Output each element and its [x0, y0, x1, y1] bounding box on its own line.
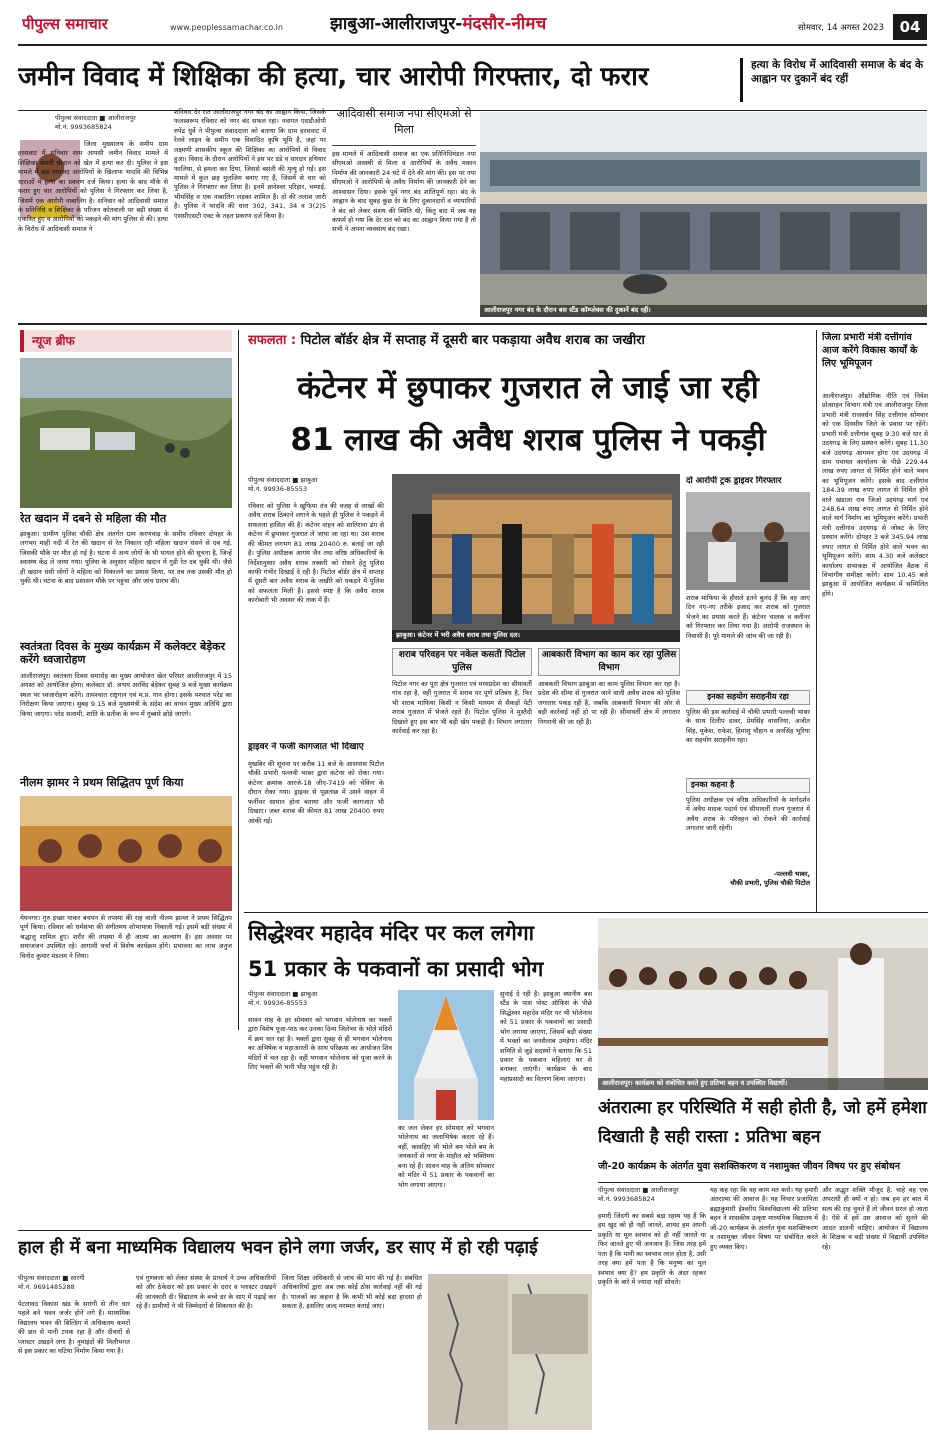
liquor-byline — [248, 476, 384, 500]
school-phone: मो.नं. 9691485288 — [18, 1283, 75, 1292]
bandh-caption: आलीराजपुर नगर बंद के दौरान बस स्टैंड कॉम्प्लेक्स की दुकानें बंद रहीं। — [480, 305, 927, 317]
liquor-column-1: रविवार को पुलिस ने खुफिया तंत्र की वजह से लाखों की अवैध शराब ठिकाने लगाने के पहले ही पुलिस ने पकड़ने में सफलता हासिल की है। कंटेनर वाहन को शातिराना ढंग से कंटेनर में छुपाकर गुजरात ले जाया जा रहा था। उस शराब की कीमत लगभग 81 लाख 20400 रु. बताई जा रही है। पुलिस अधीक्षक आगम जैन तथा वरिष्ठ अधिकारियों के निर्देशानुसार अवैध शराब तस्करी को रोकने हेतु पुलिस काफी गंभीर दिखाई दे रही है। पिटोल बॉर्डर क्षेत्र में सप्ताह में दूसरी बार अवैध शराब के जखीरे को पकड़ने में पुलिस को सफलता मिली है। इससे स्पष्ट है कि अवैध शराब कारोबारी भी अवसर की ताक में हैं। — [248, 502, 384, 605]
liquor-headline-1: कंटेनर में छुपाकर गुजरात ले जाई जा रही — [297, 370, 759, 406]
classroom-photo — [598, 918, 928, 1090]
school-column-1: पेटलावद विकास खंड के सारंगी से तीन चार पहले बने भवन जर्जर होने लगे हैं। माध्यमिक विद्यालय भवन की बिल्डिंग में अधिकतम कमरों की छत से पानी टपक रहा है और दीवारों से प्लास्टर उखड़ने लगा है। नुमाइंदों की मिलीभगत से इस प्रकार का घटिया निर्माण किया गया है। — [18, 1300, 130, 1356]
box-1-text: पिटोल नगर का पूरा क्षेत्र गुजरात एवं मध्यप्रदेश का सीमावर्ती गांव रहा है, वहीं गुजरात में शराब पर पूर्ण प्रतिबंध है, फिर भी शराब माफिया किसी न किसी माध्यम से सैकड़ों पेटी शराब गुजरात में भेजते रहते हैं। पिटोल पुलिस ने मुस्तैदी दिखाते हुए इस बार भी बड़ी खेप पकड़ी है। विभाग लगातार कार्रवाई कर रहा है। — [392, 680, 532, 736]
antaratma-column-2: यह कह रहा कि वह काम मत करो। यह हमारी अंतरात्मा की आवाज है। यह विचार प्रजापिता ब्रह्माकुमारी ईश्वरीय विश्वविद्यालय की प्रतिभा बहन ने शासकीय उत्कृष्ट माध्यमिक विद्यालय में जी-20 कार्यक्रम के अंतर्गत युवा सशक्तिकरण व नशामुक्त जीवन विषय पर संबोधित करते हुए व्यक्त किए। — [710, 1186, 818, 1251]
lead-box-head: आदिवासी समाज नपा सीएमओ से मिला — [332, 106, 476, 146]
lead-byline — [55, 114, 165, 138]
news-brief-label: न्यूज ब्रीफ — [20, 330, 232, 352]
liquor-phone: मो.नं. 99936-85553 — [248, 485, 308, 494]
liquor-byline-text: पीपुल्स संवाददाता ■ झाबुआ — [248, 476, 318, 484]
minister-headline: जिला प्रभारी मंत्री दत्तीगांव आज करेंगे विकास कार्यों के लिए भूमिपूजन — [822, 332, 918, 369]
masthead-logo: पीपुल्स समाचार — [22, 15, 108, 33]
antaratma-byline-text: पीपुल्स संवाददाता ■ आलीराजपुर — [598, 1186, 679, 1194]
section-name-red: मंदसौर-नीमच — [462, 14, 547, 34]
antaratma-rule — [598, 1182, 928, 1183]
praise-text: पुलिस की इस कार्रवाई में चौकी प्रभारी पल्लवी भाबर के साथ दिलीप डावर, प्रेमसिंह वासनिया, अजीत सिंह, मुकेश, राकेश, हिमांशु चौहान व अनसिंह भूरिया का सहयोग सराहनीय रहा। — [686, 708, 810, 745]
section-rule-1 — [18, 323, 927, 325]
sand-mine-photo — [20, 358, 232, 508]
page-number: 04 — [893, 14, 927, 40]
liquor-kicker — [248, 332, 808, 354]
lead-column-3: इस मामले में आदिवासी समाज का एक प्रतिनिधिमंडल नपा सीएमओ अवस्थी से मिला व आरोपियों के अवैध मकान निर्माण की जानकारी 24 घंटे में देने की मांग की। इस पर नपा सीएमओ ने आरोपियों के अवैध निर्माण की जानकारी देने का आश्वासन दिया। इसके पूर्व नगर बंद शांतिपूर्ण रहा। बंद के आह्वान के बाद सुबह कुछ देर के लिए दुकानदारों व व्यापारियों ने बंद को लेकर संशय की स्थिति थी, किंतु बाद में जब यह कंफर्म हो गया कि देर रात को बंद का आह्वान किया गया है तो सभी ने अपना व्यवसाय बंद रखा। — [332, 150, 476, 234]
mahadev-phone: मो.नं. 99936-85553 — [248, 999, 308, 1008]
lead-side-head: हत्या के विरोध में आदिवासी समाज के बंद के आह्वान पर दुकानें बंद रहीं — [740, 58, 928, 102]
antaratma-subhead: जी-20 कार्यक्रम के अंतर्गत युवा सशक्तिकरण व नशामुक्त जीवन विषय पर हुए संबोधन — [598, 1161, 900, 1172]
box-1-head: शराब परिवहन पर नकेल कसती पिटोल पुलिस — [392, 648, 532, 676]
quote-head: इनका कहना है — [686, 778, 810, 793]
brief-2-text: आलीराजपुर। स्वतंत्रता दिवस समारोह का मुख्य आयोजन खेल परिसर आलीराजपुर में 15 अगस्त को आयोजित होगा। कलेक्टर डॉ. अभय अरविंद बेड़ेकर सुबह 9 बजे मुख्य कार्यक्रम स्थल पर ध्वजारोहण करेंगे। तत्पश्चात राष्ट्रगान एवं म.प्र. गान होगा। इसके पश्चात परेड का निरीक्षण किया जाएगा। सुबह 9.15 बजे मुख्यमंत्री के संदेश का वाचन मुख्य अतिथि द्वारा किया जाएगा। परेड सलामी, शांति के प्रतीक के रूप में गुब्बारे छोड़े जाएंगे। — [20, 672, 232, 718]
liquor-sub-1: ड्राइवर ने फर्जी कागजात भी दिखाए — [248, 742, 364, 752]
box-2-text: आबकारी विभाग झाबुआ का काम पुलिस विभाग कर रहा है। प्रदेश की सीमा से गुजरात जाने वाली अवैध शराब को पुलिस लगातार पकड़ रही है, जबकि आबकारी विभाग की ओर से बड़ी कार्रवाई नहीं हो पा रही है। सीमावर्ती क्षेत्र में लगातार निगरानी की जा रही है। — [538, 680, 680, 726]
kicker-text: पिटोल बॉर्डर क्षेत्र में सप्ताह में दूसरी बार पकड़ाया अवैध शराब का जखीरा — [300, 333, 645, 348]
quote-by-role: चौकी प्रभारी, पुलिस चौकी पिटोल — [730, 879, 810, 888]
box-2-head: आबकारी विभाग का काम कर रहा पुलिस विभाग — [538, 648, 680, 676]
lead-byline-text: पीपुल्स संवाददाता ■ आलीराजपुर — [55, 114, 136, 122]
brief-1-text: झाबुआ। ग्रामीण पुलिस चौकी क्षेत्र अंतर्गत ग्राम करणवाड़ के समीप रविवार दोपहर के लगभग माही नदी में रेत की खदान से रेत निकाल रही महिला खदान धंसने से दब गई, जिसकी मौके पर मौत हो गई है। घटना में अन्य लोगों के भी घायल होने की सूचना है, जिन्हें स्वास्थ्य केंद्र ले जाया गया। पुलिस के अनुसार महिला खदान में गुड़ी रेत दब चुकी थी। जैसे ही खदान धंसी लोगों ने महिला को निकालने का प्रयास किया, पर तब तक उसकी मौत हो चुकी थी। घटना के बाद प्रशासन मौके पर पहुंचा और जांच प्रारंभ की। — [20, 530, 232, 586]
masthead-section — [330, 12, 660, 38]
bandh-photo — [480, 112, 927, 317]
brief-3-head: नीलम झामर ने प्रथम सिद्धितप पूर्ण किया — [20, 776, 184, 789]
cracked-wall-photo — [428, 1274, 592, 1430]
liquor-divider — [816, 330, 817, 912]
antaratma-column-3: और अद्भुत शक्ति मौजूद है, चाहे वह एक अपराधी ही क्यों न हो। जब हम हर बात में सत्य की राह चुनते हैं तो जीवन सरल हो जाता है। ऐसे में हमें उस आवाज को सुनने की आदत डालनी चाहिए। आयोजन में विद्यालय के शिक्षक व बड़ी संख्या में विद्यार्थी उपस्थित रहे। — [822, 1186, 928, 1251]
quote-text: पुलिस अधीक्षक एवं वरिष्ठ अधिकारियों के मार्गदर्शन में अवैध मादक पदार्थ एवं सीमावर्ती राज्य गुजरात में अवैध शराब के परिवहन को रोकने की कार्रवाई लगातार जारी रहेगी। — [686, 796, 810, 833]
lead-phone: मो.नं. 9993685824 — [55, 123, 112, 132]
masthead — [0, 0, 945, 44]
arrest-text: शराब माफिया के हौसले इतने बुलंद हैं कि वह आए दिन नए-नए तरीके इजाद कर शराब को गुजरात भेजने का प्रयास करते हैं। कंटेनर चालक व क्लीनर को गिरफ्तार कर लिया गया है। आरोपी राजस्थान के निवासी हैं। पूरे मामले की जांच की जा रही है। — [686, 594, 810, 640]
brief-1-head: रेत खदान में दबने से महिला की मौत — [20, 512, 167, 525]
kicker-label: सफलता : — [248, 333, 297, 348]
liquor-headline-2: 81 लाख की अवैध शराब पुलिस ने पकड़ी — [290, 422, 766, 458]
mahadev-byline — [248, 990, 392, 1014]
brief-2-head: स्वतंत्रता दिवस के मुख्य कार्यक्रम में कलेक्टर बेड़ेकर करेंगे ध्वजारोहण — [20, 640, 226, 667]
liquor-photo-caption: झाबुआ। कंटेनर में भरी अवैध शराब तथा पुलिस दल। — [392, 630, 680, 642]
school-byline — [18, 1274, 130, 1298]
mahadev-column-1: सावन माह के हर सोमवार को भगवान भोलेनाथ का भक्तों द्वारा विशेष पूजा-पाठ कर उनका दिव्य जिलेभर के भोले मंदिरों में क्रम चल रहा है। भक्तों द्वारा सुबह से ही भगवान भोलेनाथ का अभिषेक व महाआरती के साथ परिक्रमा का आयोजन शिव मंदिरों में चल रहा है। वहीं भगवान भोलेनाथ को पूजा करने के लिए भक्तों की भारी भीड़ पहुंच रही है। — [248, 1016, 392, 1072]
antaratma-phone: मो.नं. 9993685824 — [598, 1195, 655, 1204]
antaratma-column-1: हमारी जिंदगी का सबसे बड़ा रहस्य यह है कि हम खुद को ही नहीं जानते, शायद हम अपनी प्रकृति या मूल स्वभाव को ही नहीं जानते या फिर जानते हुए भी अनजान हैं। जिस तरह हमें पता है कि पानी का स्वभाव तरल होता है, उसी तरह क्या हमें पता है कि मनुष्य का मूल स्वभाव क्या है? हम प्रकृति के अंदर रहकर प्रकृति के बारे में ज्यादा नहीं सोचते। — [598, 1212, 706, 1286]
section-name: झाबुआ-आलीराजपुर- — [330, 14, 463, 34]
masthead-rule — [18, 44, 927, 46]
mahadev-column-3: सुनाई दे रही है। झाबुआ स्थानीय बस स्टैंड के पास पोस्ट ऑफिस के पीछे सिद्धेश्वर महादेव मंदिर पर भी भोलेनाथ को 51 प्रकार के पकवानों का प्रसादी भोग लगाया जाएगा, जिसमें बड़ी संख्या में भक्तों का जनसैलाब उमड़ेगा। मंदिर समिति से जुड़े सदस्यों ने बताया कि 51 प्रकार के पकवान महिलाएं घर से बनाकर लाएंगी। कार्यक्रम के बाद महाप्रसादी का वितरण किया जाएगा। — [500, 990, 592, 1083]
classroom-caption: आलीराजपुर। कार्यक्रम को संबोधित करते हुए प्रतिभा बहन व उपस्थित विद्यार्थी। — [598, 1078, 928, 1090]
school-column-2: एवं गुणवत्ता को लेकर संस्था के प्राचार्य ने उच्च अधिकारियों को और ठेकेदार को इस प्रकार के दरार व प्लास्टर उखड़ने की जानकारी दी। विद्यालय के बच्चे डर के साए में पढ़ाई कर रहे हैं। ग्रामीणों ने भी जिम्मेदारों से शिकायत की है। — [136, 1274, 276, 1311]
section-rule-2 — [244, 912, 928, 913]
mahadev-headline-1: सिद्धेश्वर महादेव मंदिर पर कल लगेगा — [248, 921, 535, 945]
brief-divider — [238, 330, 239, 1030]
arrest-head: दो आरोपी ट्रक ड्राइवर गिरफ्तार — [686, 476, 782, 486]
school-column-3: जिला शिक्षा अधिकारी से जांच की मांग की गई है। संबंधित अधिकारियों द्वारा अब तक कोई ठोस कार्रवाई नहीं की गई है। पालकों का कहना है कि कभी भी कोई बड़ा हादसा हो सकता है, इसलिए जल्द मरम्मत कराई जाए। — [282, 1274, 422, 1311]
accused-photo — [686, 492, 810, 590]
school-headline: हाल ही में बना माध्यमिक विद्यालय भवन होने लगा जर्जर, डर साए में हो रही पढ़ाई — [18, 1238, 538, 1258]
diksha-photo — [20, 796, 232, 911]
temple-photo — [398, 990, 494, 1120]
liquor-column-1b: मुखबिर की सूचना पर करीब 11 बजे के आसपास पिटोल चौकी प्रभारी पल्लवी भाबर द्वारा कंटेनर को रोका गया। कंटेनर क्रमांक आरजे-18 जीए-7419 को चेकिंग के दौरान रोका गया। ड्राइवर से पूछताछ में उसने वाहन में फर्नीचर सामान होना बताया और फर्जी कागजात भी दिखाए। जब्त शराब की कीमत 81 लाख 20400 रुपए आंकी गई। — [248, 760, 384, 825]
masthead-date: सोमवार, 14 अगस्त 2023 — [797, 23, 884, 33]
praise-head: इनका सहयोग सराहनीय रहा — [686, 690, 810, 705]
antaratma-headline: अंतरात्मा हर परिस्थिति में सही होती है, जो हमें हमेशा दिखाती है सही रास्ता : प्रतिभा बहन — [598, 1098, 927, 1147]
minister-text: आलीराजपुर। औद्योगिक नीति एवं निवेश प्रोत्साहन विभाग मंत्री एवं आलीराजपुर जिला प्रभारी मंत्री राजवर्धन सिंह दत्तीगांव सोमवार को एक दिवसीय जिले के प्रवास पर रहेंगे। प्रभारी मंत्री दत्तीगांव सुबह 9.30 बजे धार से उदयगढ़ के लिए प्रस्थान करेंगे। सुबह 11.30 बजे उदयगढ़ आगमन होगा एवं उदयगढ़ में ग्राम पंचायत कार्यालय के पीछे 229.44 लाख रुपए लागत से निर्मित होने वाले भवन का भूमिपूजन करेंगे। इसके बाद दत्तीगांव 184.39 लाख रुपए लागत से निर्मित होने वाले खंडाला राव जिओ उदयगढ़ मार्ग एवं 248.64 लाख रुपए लागत से निर्मित होने वाले मार्ग निर्माण का भूमिपूजन करेंगे। प्रभारी मंत्री दत्तीगांव उदयगढ़ से जोबट के लिए प्रस्थान करेंगे। दोपहर 3 बजे 345.94 लाख रुपए लागत से निर्मित होने वाले भवन का भूमिपूजन करेंगे। शाम 4.30 बजे कलेक्टर कार्यालय सभाकक्ष में आयोजित बैठक में विभागीय समीक्षा करेंगे। शाम 10.45 बजे झाबुआ में आयोजित कार्यक्रम में सम्मिलित होंगे। — [822, 392, 928, 598]
mahadev-column-2: का जल लेकर हर सोमवार को भगवान भोलेनाथ का जलाभिषेक करता रहे हैं। वहीं, कावड़िए भी भोले बम भोले बम के जयकारों से नगर के माहौल को भक्तिमय बना रहे हैं। सावन माह के अंतिम सोमवार को मंदिर में 51 प्रकार के पकवानों का भोग लगाया जाएगा। — [398, 1124, 494, 1189]
antaratma-byline — [598, 1186, 706, 1210]
mahadev-headline-2: 51 प्रकार के पकवानों का प्रसादी भोग — [248, 957, 544, 981]
brief-3-text: मेघनगर। गुरु इच्छा पाकर बचपन से तपस्या की राह वाली नीलम झामर ने प्रथम सिद्धितप पूर्ण किया। रविवार को धर्मसभा की संगीतमय शोभायात्रा निकाली गई। इसमें बड़ी संख्या में श्रद्धालु शामिल हुए। शरीर की तपस्या में ही आत्मा का कल्याण है। इस अवसर पर समाजजन उपस्थित रहे। आगामी चर्चा में विशेष कार्यक्रम होंगे। प्रभावना का लाभ अनुज विनोद कुमार मंडलम ने लिया। — [20, 914, 232, 960]
section-rule-3 — [18, 1230, 592, 1231]
quote-by-name: -पल्लवी भाबर, — [773, 870, 810, 878]
school-byline-text: पीपुल्स संवाददाता ■ सारंगी — [18, 1274, 85, 1282]
quote-by — [686, 870, 810, 898]
masthead-website: www.peoplessamachar.co.in — [170, 23, 283, 32]
lead-column-1: जिला मुख्यालय के समीप ग्राम हरसवाट में शनिवार शाम आपसी जमीन विवाद मामले में शिक्षिका बंसती चौहान को खेत में हत्या कर दी। पुलिस ने इस मामले में छह नामजद आरोपियों के खिलाफ भादवि की विभिन्न धाराओं में हत्या का प्रकरण दर्ज किया। हत्या के बाद मौके से फरार हुए चार आरोपियों को पुलिस ने गिरफ्तार कर लिया है, जिसमें एक आरोपी नाबालिग है। शनिवार को आदिवासी समाज के प्रतिनिधि व शिक्षिका के परिजन कोतवाली पर बड़ी संख्या में एकत्रित हुए व आरोपियों को पकड़ने की मांग पुलिस से की। हत्या के विरोध में आदिवासी समाज ने — [18, 140, 168, 233]
liquor-seizure-photo — [392, 474, 680, 642]
mahadev-byline-text: पीपुल्स संवाददाता ■ झाबुआ — [248, 990, 318, 998]
lead-column-2: शनिवार देर रात आलीराजपुर नगर बंद का आह्वान किया, जिसके फलस्वरूप रविवार को नगर बंद सफल रहा। नवागत एसडीओपी रुपेंद्र धुर्वे ने पीपुल्स संवाददाता को बताया कि ग्राम हरसवाट में रेलवे लाइन के समीप एक विवादित कृषि भूमि है, जहां पर लक्ष्मणी शासकीय स्कूल की शिक्षिका का आरोपियों से विवाद हुआ। विवाद के दौरान आरोपियों ने इस पर डंडे व धारदार हथियार फालिया, से हमला कर दिया, जिससे बसंती की मृत्यु हो गई। इस मामले में कुल छह मुलजिम बनाए गए हैं, जिसमें से चार को पुलिस ने गिरफ्तार कर लिया है। इनमें ज्ञानेश्वर परिहार, चम्पाई, भीमसिंह व एक नाबालिग लड़का शामिल हैं। दो की तलाश जारी है। पुलिस ने भादवि की धारा 302, 341, 34 व 3(2)5 एससीएसटी एक्ट के तहत प्रकरण दर्ज किया है। — [174, 108, 326, 220]
lead-headline: जमीन विवाद में शिक्षिका की हत्या, चार आरोपी गिरफ्तार, दो फरार — [18, 62, 649, 92]
